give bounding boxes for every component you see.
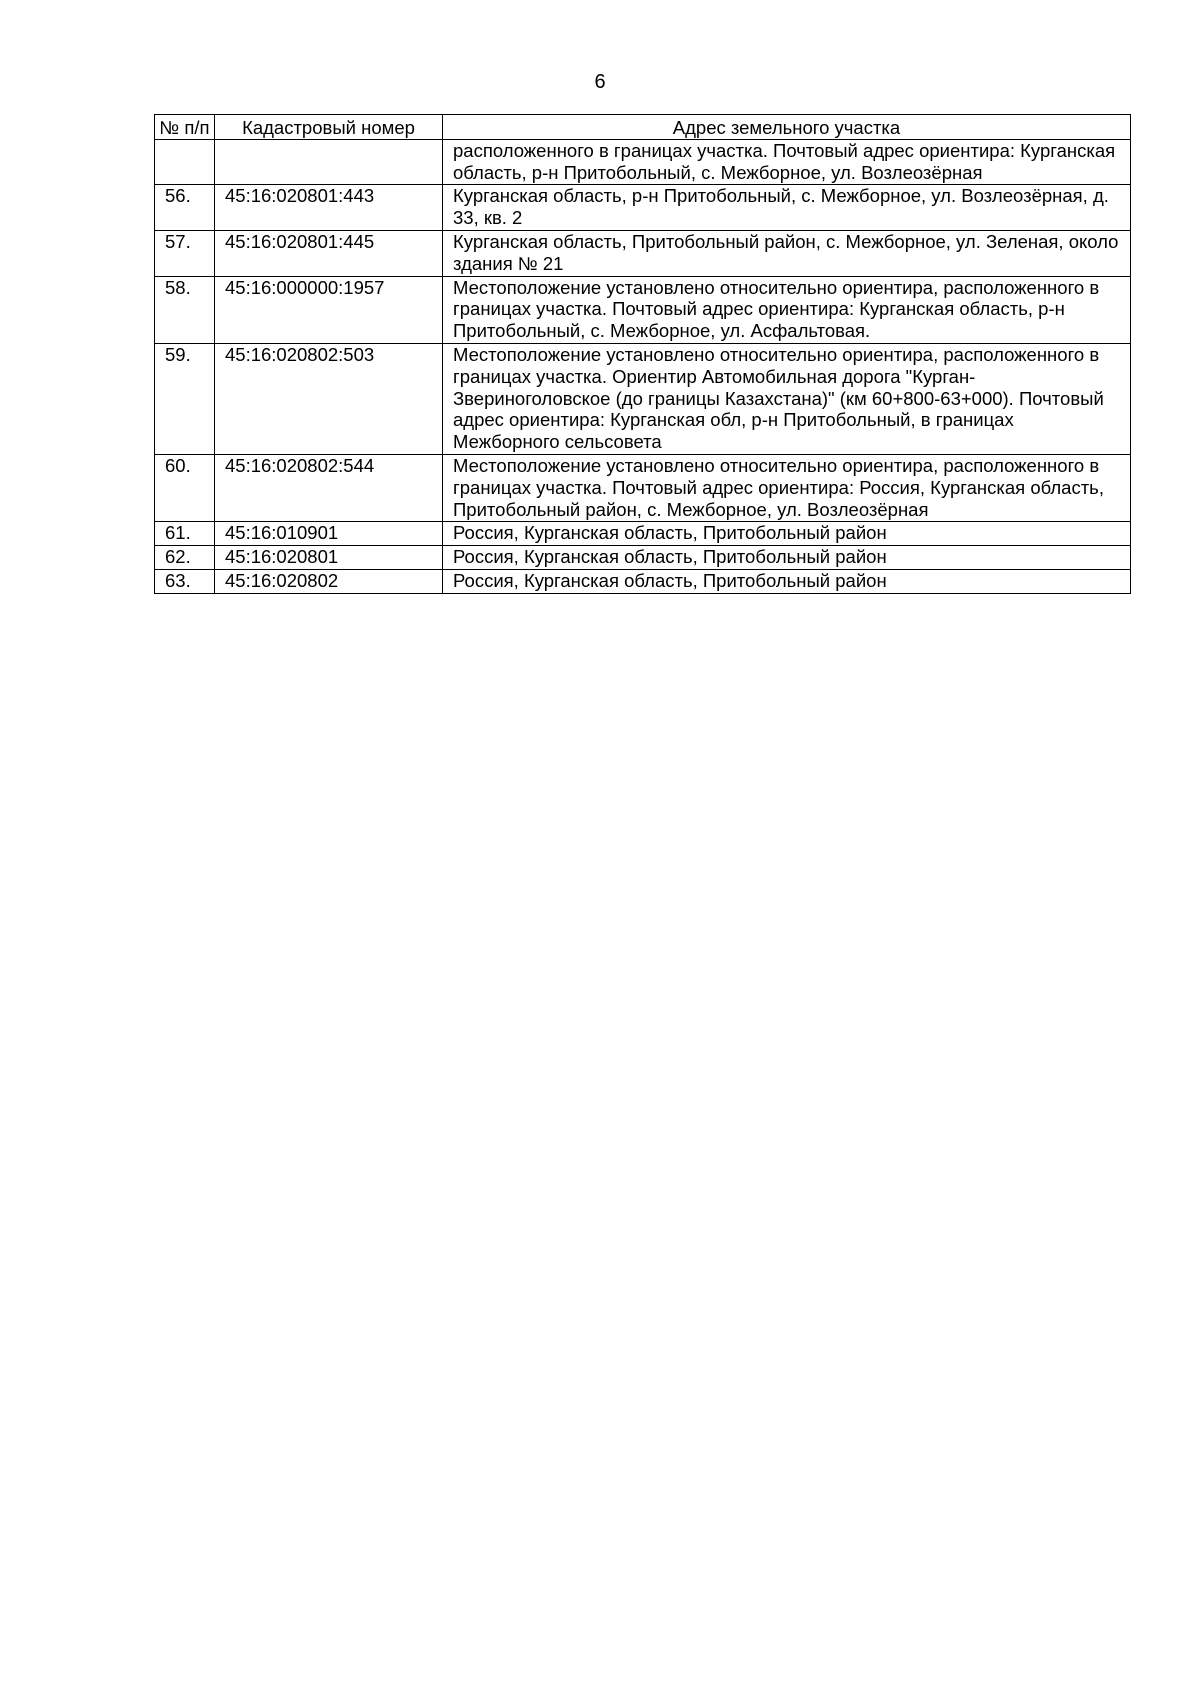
table-row <box>155 569 1131 593</box>
row-num: 63. <box>155 569 215 593</box>
table-header <box>155 115 1131 140</box>
header-row <box>155 115 1131 140</box>
table-row <box>155 139 1131 185</box>
table-body <box>155 139 1131 593</box>
page-number: 6 <box>594 71 606 93</box>
table-row <box>155 546 1131 570</box>
table-row <box>155 522 1131 546</box>
row-cadastral: 45:16:020802:503 <box>215 343 443 454</box>
table-row <box>155 276 1131 343</box>
row-address: Россия, Курганская область, Притобольный район <box>443 546 1131 570</box>
header-cadastral: Кадастровый номер <box>215 115 443 140</box>
row-num: 61. <box>155 522 215 546</box>
table-row <box>155 454 1131 521</box>
row-num: 59. <box>155 343 215 454</box>
header-num: № п/п <box>155 115 215 140</box>
table-row <box>155 230 1131 276</box>
table-row <box>155 185 1131 231</box>
row-cadastral: 45:16:020801:445 <box>215 230 443 276</box>
row-cadastral: 45:16:020802:544 <box>215 454 443 521</box>
row-cadastral: 45:16:020802 <box>215 569 443 593</box>
row-address: Местоположение установлено относительно ориентира, расположенного в границах участка. Ориентир Автомобильная дорога "Курган-Звериноголовское (до границы Казахстана)" (км 60+800-63+000). Почтовый адрес ориентира: Курганская обл, р-н Притобольный, в границах Межборного сельсовета <box>443 343 1131 454</box>
row-num: 60. <box>155 454 215 521</box>
row-cadastral: 45:16:000000:1957 <box>215 276 443 343</box>
row-num: 57. <box>155 230 215 276</box>
row-num: 58. <box>155 276 215 343</box>
table-row <box>155 343 1131 454</box>
row-num <box>155 139 215 185</box>
row-address: расположенного в границах участка. Почтовый адрес ориентира: Курганская область, р-н Притобольный, с. Межборное, ул. Возлеозёрная <box>443 139 1131 185</box>
row-cadastral: 45:16:020801 <box>215 546 443 570</box>
land-parcels-table <box>154 114 1131 594</box>
row-address: Курганская область, Притобольный район, с. Межборное, ул. Зеленая, около здания № 21 <box>443 230 1131 276</box>
row-address: Местоположение установлено относительно ориентира, расположенного в границах участка. Почтовый адрес ориентира: Курганская область, р-н Притобольный, с. Межборное, ул. Асфальтовая. <box>443 276 1131 343</box>
row-cadastral: 45:16:010901 <box>215 522 443 546</box>
row-address: Россия, Курганская область, Притобольный район <box>443 522 1131 546</box>
row-cadastral <box>215 139 443 185</box>
row-num: 56. <box>155 185 215 231</box>
header-address: Адрес земельного участка <box>443 115 1131 140</box>
row-cadastral: 45:16:020801:443 <box>215 185 443 231</box>
row-address: Местоположение установлено относительно ориентира, расположенного в границах участка. Почтовый адрес ориентира: Россия, Курганская область, Притобольный район, с. Межборное, ул. Возлеозёрная <box>443 454 1131 521</box>
row-address: Курганская область, р-н Притобольный, с. Межборное, ул. Возлеозёрная, д. 33, кв. 2 <box>443 185 1131 231</box>
row-num: 62. <box>155 546 215 570</box>
row-address: Россия, Курганская область, Притобольный район <box>443 569 1131 593</box>
